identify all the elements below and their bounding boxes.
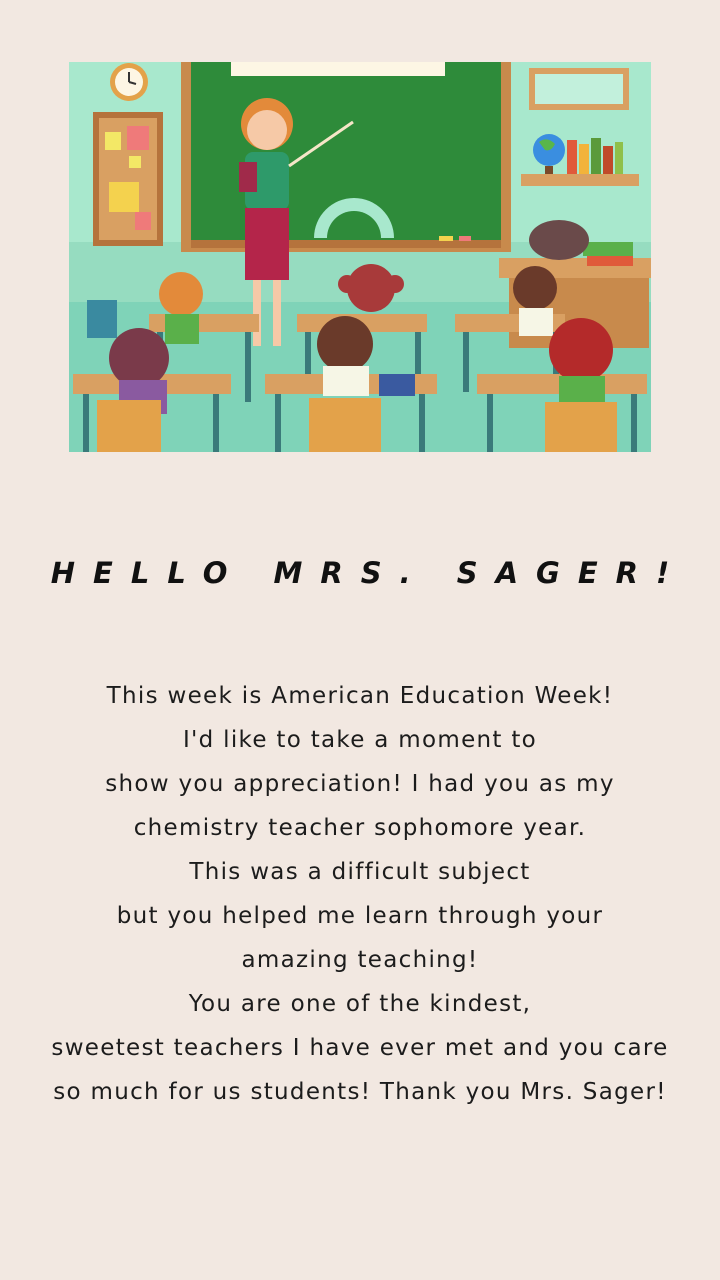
clock-icon <box>110 63 148 101</box>
classroom-illustration <box>69 62 651 452</box>
message-line: but you helped me learn through your <box>116 903 604 929</box>
message-line: You are one of the kindest, <box>188 991 532 1017</box>
message-line: I'd like to take a moment to <box>182 727 538 753</box>
message-line: This was a difficult subject <box>189 859 531 885</box>
bulletin-board <box>93 112 163 246</box>
message-line: sweetest teachers I have ever met and you care <box>51 1035 669 1061</box>
message-line: so much for us students! Thank you Mrs. Sager! <box>53 1079 667 1105</box>
message-line: show you appreciation! I had you as my <box>105 771 615 797</box>
chalkboard <box>181 62 511 252</box>
message-line: chemistry teacher sophomore year. <box>133 815 587 841</box>
message-line: amazing teaching! <box>241 947 479 973</box>
message-line: This week is American Education Week! <box>106 683 614 709</box>
appreciation-message <box>20 674 700 1114</box>
greeting-title: HELLO MRS. SAGER! <box>50 556 688 590</box>
